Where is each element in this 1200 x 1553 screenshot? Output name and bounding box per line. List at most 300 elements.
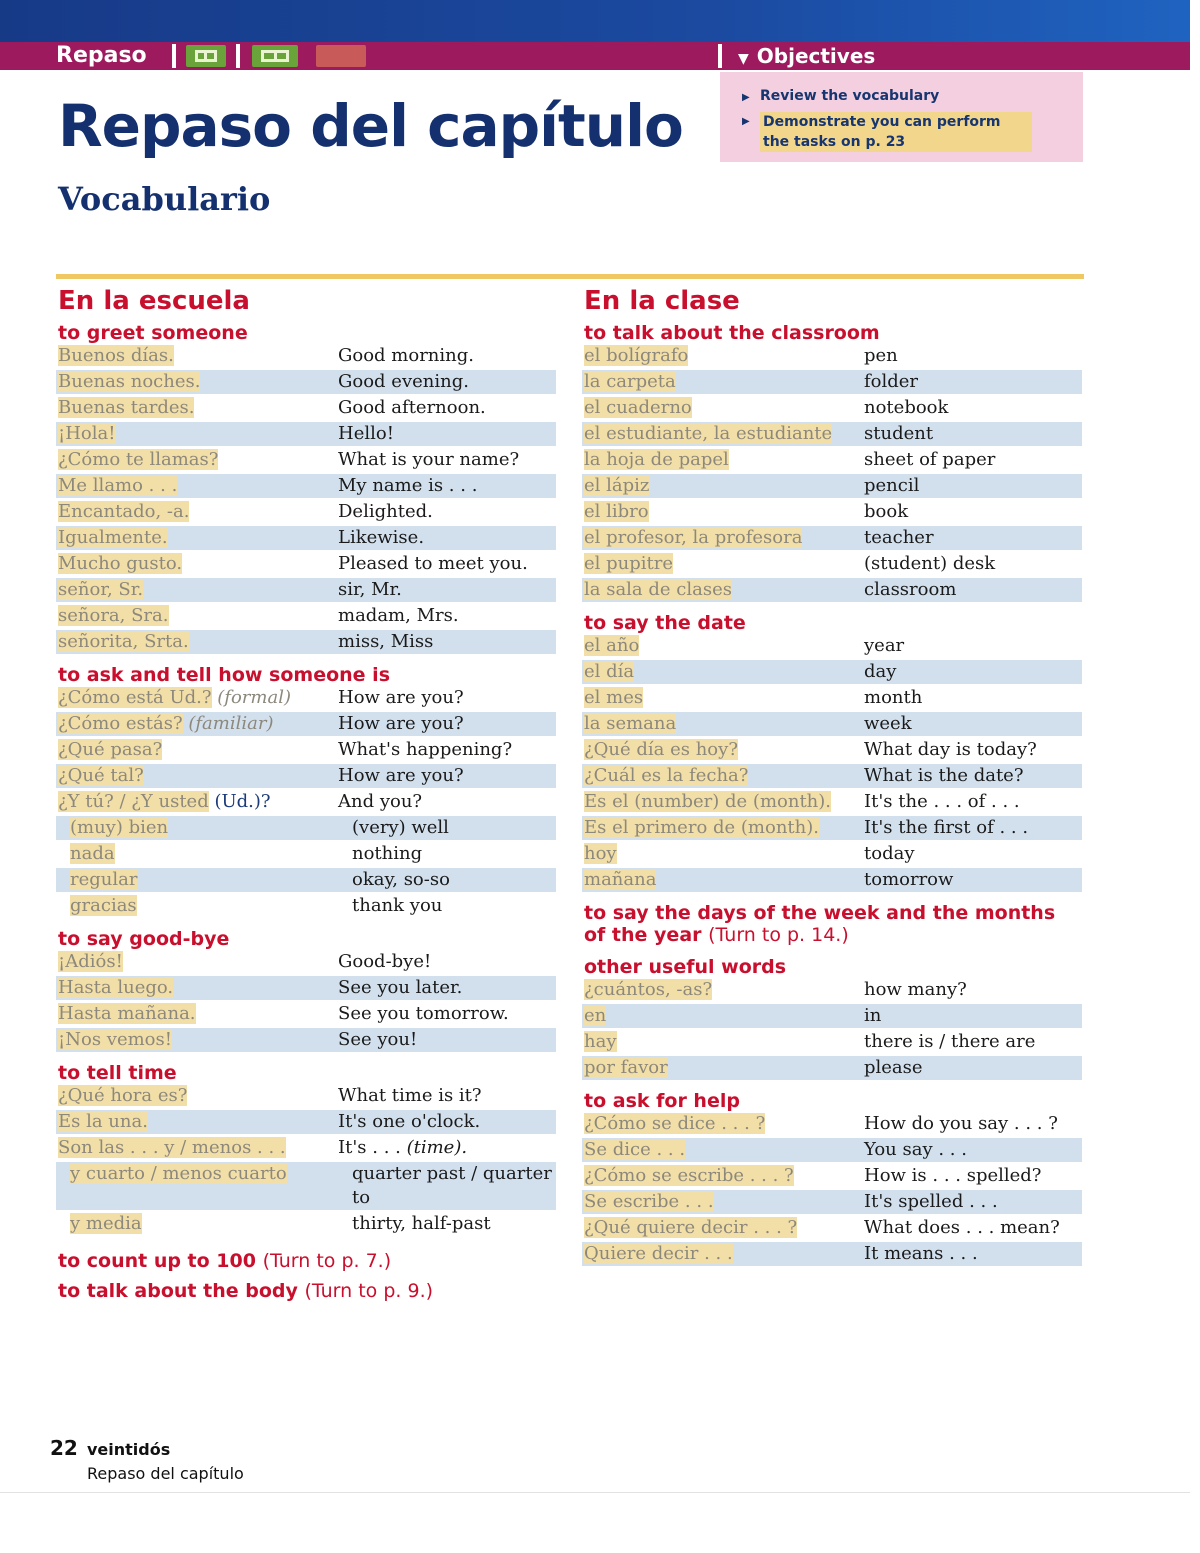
spanish-term [582, 526, 864, 550]
spanish-term [582, 842, 864, 866]
spanish-term [56, 950, 338, 974]
spanish-term [56, 370, 338, 394]
english-translation [864, 1112, 1082, 1136]
spanish-term [56, 630, 338, 654]
spanish-term [582, 474, 864, 498]
section-ref: (Turn to p. 7.) [262, 1250, 392, 1272]
english-text: month [864, 687, 923, 708]
english-text: What time is it? [338, 1085, 482, 1106]
vocab-row [56, 448, 556, 472]
english-text: student [864, 423, 934, 444]
spanish-term [56, 1110, 338, 1134]
english-translation [338, 764, 556, 788]
section-title: other useful words [584, 956, 787, 978]
spanish-term [56, 344, 338, 368]
english-text: nothing [352, 843, 423, 864]
english-text: See you! [338, 1029, 418, 1050]
english-translation [864, 422, 1082, 446]
vocab-row [582, 712, 1082, 736]
section-heading [58, 928, 556, 950]
english-translation [864, 1164, 1082, 1188]
vocab-row [582, 1056, 1082, 1080]
vocab-row [582, 474, 1082, 498]
vocab-row [582, 1030, 1082, 1054]
spanish-term [56, 578, 338, 602]
spanish-term [582, 978, 864, 1002]
spanish-text: señora, Sra. [58, 605, 169, 626]
spanish-term [56, 500, 338, 524]
section-ref: (Turn to p. 9.) [304, 1280, 434, 1302]
spanish-text: Me llamo . . . [58, 475, 178, 496]
nav-bar [0, 42, 1190, 70]
english-text: See you tomorrow. [338, 1003, 509, 1024]
spanish-term [56, 526, 338, 550]
english-translation [864, 1056, 1082, 1080]
vocab-row [582, 660, 1082, 684]
english-text: What day is today? [864, 739, 1037, 760]
spanish-term [56, 738, 338, 762]
spanish-text: ¿Y tú? / ¿Y usted [58, 791, 209, 812]
vocab-row [582, 868, 1082, 892]
vocab-row [56, 578, 556, 602]
english-text: And you? [338, 791, 423, 812]
spanish-text: Igualmente. [58, 527, 168, 548]
english-translation [338, 790, 556, 814]
spanish-term [56, 816, 338, 840]
english-text: Delighted. [338, 501, 433, 522]
vocab-row [582, 1216, 1082, 1240]
spanish-text: nada [70, 843, 115, 864]
english-translation [864, 738, 1082, 762]
section-heading [58, 1280, 556, 1302]
english-translation [338, 396, 556, 420]
spanish-text: Encantado, -a. [58, 501, 190, 522]
english-translation [338, 712, 556, 736]
spanish-text: el cuaderno [584, 397, 692, 418]
vocab-row [56, 712, 556, 736]
spanish-text: Buenos días. [58, 345, 174, 366]
english-translation [338, 578, 556, 602]
section-title: to say the days of the week and the months of the year [584, 902, 1056, 946]
section-heading [58, 1062, 556, 1084]
english-translation [864, 686, 1082, 710]
spanish-text: ¿Cómo se escribe . . . ? [584, 1165, 794, 1186]
vocab-row [582, 1242, 1082, 1266]
english-translation [338, 1002, 556, 1026]
vocab-row [582, 370, 1082, 394]
english-text: teacher [864, 527, 934, 548]
spanish-text: el profesor, la profesora [584, 527, 803, 548]
vocab-row [56, 868, 556, 892]
english-translation [864, 790, 1082, 814]
english-translation [338, 604, 556, 628]
english-translation [864, 500, 1082, 524]
vocab-row [56, 604, 556, 628]
english-text: notebook [864, 397, 949, 418]
vocab-row [56, 1110, 556, 1134]
english-text: It's . . . [338, 1137, 401, 1158]
spanish-term [56, 894, 338, 918]
spanish-text: el libro [584, 501, 649, 522]
english-translation [338, 894, 556, 918]
english-text: week [864, 713, 912, 734]
english-text: okay, so-so [352, 869, 450, 890]
spanish-term [56, 712, 338, 736]
vocab-row [56, 1136, 556, 1160]
objective-text: Review the vocabulary [760, 88, 940, 104]
spanish-term [582, 868, 864, 892]
english-translation [338, 950, 556, 974]
english-text: What's happening? [338, 739, 513, 760]
objective-item [742, 86, 1072, 108]
film-icon [194, 48, 218, 64]
page-number-word: veintidós [87, 1440, 171, 1459]
spanish-term [582, 1004, 864, 1028]
spanish-text: ¿Qué quiere decir . . . ? [584, 1217, 798, 1238]
spanish-text: Buenas tardes. [58, 397, 195, 418]
right-column [582, 284, 1082, 1268]
arrow-right-icon: ▶ [742, 116, 750, 127]
top-banner [0, 0, 1190, 42]
spanish-term [56, 552, 338, 576]
vocab-row [582, 816, 1082, 840]
vocab-row [56, 526, 556, 550]
english-translation [338, 1084, 556, 1108]
page-number: 22 [50, 1436, 78, 1460]
spanish-term [56, 1162, 338, 1186]
footer-line [0, 1492, 1190, 1493]
english-text: book [864, 501, 909, 522]
english-translation [864, 1030, 1082, 1054]
spanish-text: ¿Qué día es hoy? [584, 739, 738, 760]
english-text: madam, Mrs. [338, 605, 459, 626]
section-heading [584, 902, 1082, 946]
english-text: there is / there are [864, 1031, 1036, 1052]
column-heading: En la escuela [58, 286, 250, 316]
english-text: pencil [864, 475, 920, 496]
spanish-text: Es el primero de (month). [584, 817, 819, 838]
english-text: Good-bye! [338, 951, 432, 972]
spanish-text: ¿Qué hora es? [58, 1085, 188, 1106]
vocab-row [56, 738, 556, 762]
english-translation [338, 474, 556, 498]
english-translation [864, 1216, 1082, 1240]
spanish-text: gracias [70, 895, 137, 916]
spanish-text: la sala de clases [584, 579, 732, 600]
spanish-text: señorita, Srta. [58, 631, 189, 652]
english-text: You say . . . [864, 1139, 967, 1160]
spanish-text: (muy) bien [70, 817, 169, 838]
spanish-term [582, 552, 864, 576]
spanish-term [56, 422, 338, 446]
english-translation [338, 738, 556, 762]
english-translation [338, 976, 556, 1000]
section-heading [58, 1250, 556, 1272]
page-title: Repaso del capítulo [58, 92, 683, 160]
nav-chip-red[interactable] [316, 45, 366, 67]
english-translation [864, 868, 1082, 892]
vocab-row [56, 790, 556, 814]
vocab-row [56, 816, 556, 840]
vocab-row [56, 552, 556, 576]
english-text: How are you? [338, 713, 464, 734]
spanish-term [582, 660, 864, 684]
english-translation [864, 712, 1082, 736]
vocab-row [56, 842, 556, 866]
vocab-row [56, 976, 556, 1000]
spanish-text: el bolígrafo [584, 345, 689, 366]
nav-chip-green-2[interactable] [252, 45, 298, 67]
spanish-text: y cuarto / menos cuarto [70, 1163, 287, 1184]
spanish-term [582, 1242, 864, 1266]
vocab-row [56, 370, 556, 394]
vocab-row [56, 950, 556, 974]
english-text: Good afternoon. [338, 397, 486, 418]
spanish-text: hay [584, 1031, 617, 1052]
spanish-term [582, 1190, 864, 1214]
english-text: please [864, 1057, 923, 1078]
vocab-row [56, 1002, 556, 1026]
spanish-text: ¿Cómo te llamas? [58, 449, 219, 470]
objectives-label: Objectives [756, 44, 876, 68]
english-text: today [864, 843, 915, 864]
english-translation [864, 660, 1082, 684]
spanish-term [582, 790, 864, 814]
spanish-text: ¡Nos vemos! [58, 1029, 172, 1050]
english-text: Likewise. [338, 527, 425, 548]
spanish-term [582, 370, 864, 394]
spanish-text: la semana [584, 713, 677, 734]
nav-divider [236, 44, 240, 68]
english-translation [864, 842, 1082, 866]
spanish-text: ¿Qué tal? [58, 765, 144, 786]
section-heading [58, 322, 556, 344]
spanish-term [56, 842, 338, 866]
english-translation [864, 526, 1082, 550]
english-translation [864, 816, 1082, 840]
english-translation [338, 868, 556, 892]
english-text: What is the date? [864, 765, 1024, 786]
spanish-term [56, 976, 338, 1000]
vocab-row [56, 764, 556, 788]
spanish-term [582, 634, 864, 658]
english-text: folder [864, 371, 919, 392]
vocab-row [582, 1190, 1082, 1214]
vocab-row [56, 894, 556, 918]
english-text: thirty, half-past [352, 1213, 491, 1234]
spanish-text: el mes [584, 687, 644, 708]
english-text: My name is . . . [338, 475, 478, 496]
spanish-text: Hasta luego. [58, 977, 174, 998]
english-text: It's the first of . . . [864, 817, 1029, 838]
spanish-text: ¡Hola! [58, 423, 116, 444]
section-heading [584, 612, 1082, 634]
vocab-row [582, 526, 1082, 550]
nav-chip-green[interactable] [186, 45, 226, 67]
vocab-row [56, 396, 556, 420]
spanish-text: Son las . . . y / menos . . . [58, 1137, 286, 1158]
spanish-text: ¿cuántos, -as? [584, 979, 713, 1000]
english-translation [864, 764, 1082, 788]
vocab-row [582, 344, 1082, 368]
vocab-row [56, 630, 556, 654]
english-translation [338, 630, 556, 654]
spanish-term [56, 474, 338, 498]
vocab-row [56, 1162, 556, 1210]
nav-divider [718, 44, 722, 68]
section-heading [584, 322, 1082, 344]
spanish-text: Mucho gusto. [58, 553, 183, 574]
spanish-term [582, 816, 864, 840]
section-title: to tell time [58, 1062, 177, 1084]
nav-section-label: Repaso [56, 43, 147, 68]
usage-note: (familiar) [188, 713, 274, 734]
arrow-right-icon: ▶ [742, 92, 750, 103]
english-text: It's the . . . of . . . [864, 791, 1020, 812]
section-title: to talk about the classroom [584, 322, 880, 344]
spanish-term [582, 396, 864, 420]
spanish-text: ¿Cómo está Ud.? [58, 687, 212, 708]
nav-divider [172, 44, 176, 68]
spanish-text: regular [70, 869, 138, 890]
section-heading [584, 956, 1082, 978]
spanish-text: el estudiante, la estudiante [584, 423, 833, 444]
spanish-term [582, 764, 864, 788]
spanish-text: el día [584, 661, 635, 682]
section-title: to count up to 100 [58, 1250, 256, 1272]
english-text: What is your name? [338, 449, 520, 470]
english-text: It's one o'clock. [338, 1111, 481, 1132]
spanish-text: el pupitre [584, 553, 674, 574]
spanish-term [582, 738, 864, 762]
vocab-row [582, 978, 1082, 1002]
spanish-term [582, 686, 864, 710]
english-translation [338, 344, 556, 368]
vocab-row [56, 1028, 556, 1052]
objective-text: Demonstrate you can perform the tasks on p. 23 [760, 112, 1032, 152]
spanish-text: ¿Cómo estás? [58, 713, 183, 734]
spanish-text: ¿Cuál es la fecha? [584, 765, 749, 786]
spanish-text: ¿Cómo se dice . . . ? [584, 1113, 766, 1134]
spanish-text: Hasta mañana. [58, 1003, 196, 1024]
spanish-text: ¿Qué pasa? [58, 739, 163, 760]
english-text: thank you [352, 895, 443, 916]
english-text: What does . . . mean? [864, 1217, 1060, 1238]
english-translation [338, 1028, 556, 1052]
vocab-row [582, 790, 1082, 814]
english-text: classroom [864, 579, 957, 600]
spanish-text: la carpeta [584, 371, 676, 392]
english-text: sir, Mr. [338, 579, 402, 600]
section-heading [58, 664, 556, 686]
vocab-row [56, 474, 556, 498]
left-column [56, 284, 556, 1302]
english-text: How is . . . spelled? [864, 1165, 1042, 1186]
english-translation [864, 474, 1082, 498]
spanish-text: en [584, 1005, 607, 1026]
english-translation [338, 1136, 556, 1160]
spanish-term [56, 1212, 338, 1236]
spanish-term [582, 1216, 864, 1240]
spanish-term [582, 422, 864, 446]
english-translation [338, 1110, 556, 1134]
spanish-term [582, 344, 864, 368]
english-translation [864, 396, 1082, 420]
spanish-term [56, 790, 338, 814]
section-title: to talk about the body [58, 1280, 298, 1302]
english-translation [864, 1138, 1082, 1162]
spanish-text: Es el (number) de (month). [584, 791, 832, 812]
vocab-row [582, 1164, 1082, 1188]
section-title: to greet someone [58, 322, 248, 344]
objectives-toggle[interactable] [738, 42, 875, 70]
spanish-term [56, 1084, 338, 1108]
english-text: (student) desk [864, 553, 996, 574]
vocab-row [582, 686, 1082, 710]
english-text: tomorrow [864, 869, 954, 890]
spanish-text: mañana [584, 869, 657, 890]
english-text: How do you say . . . ? [864, 1113, 1058, 1134]
english-text: How are you? [338, 687, 464, 708]
english-translation [864, 578, 1082, 602]
spanish-term [582, 1164, 864, 1188]
spanish-term [56, 448, 338, 472]
vocab-row [582, 1004, 1082, 1028]
triangle-down-icon: ▼ [738, 51, 749, 67]
english-translation [864, 552, 1082, 576]
spanish-text: Se escribe . . . [584, 1191, 714, 1212]
english-text: Hello! [338, 423, 394, 444]
section-title: to ask for help [584, 1090, 740, 1112]
usage-note: (time). [406, 1137, 468, 1158]
spanish-term [582, 1056, 864, 1080]
section-ref: (Turn to p. 14.) [708, 924, 849, 946]
english-translation [864, 370, 1082, 394]
spanish-text: la hoja de papel [584, 449, 729, 470]
spanish-term [582, 500, 864, 524]
english-translation [864, 1242, 1082, 1266]
spanish-term [582, 448, 864, 472]
english-text: miss, Miss [338, 631, 434, 652]
english-translation [864, 634, 1082, 658]
spanish-term [582, 1030, 864, 1054]
vocab-row [56, 686, 556, 710]
section-heading [584, 1090, 1082, 1112]
section-title: to say good-bye [58, 928, 230, 950]
english-translation [864, 978, 1082, 1002]
vocab-row [582, 738, 1082, 762]
spanish-term [56, 1136, 338, 1160]
english-text: pen [864, 345, 898, 366]
english-translation [338, 552, 556, 576]
english-text: (very) well [352, 817, 449, 838]
divider-rule [56, 274, 1084, 279]
vocab-row [582, 842, 1082, 866]
spanish-term [582, 712, 864, 736]
spanish-term [56, 764, 338, 788]
english-translation [338, 686, 556, 710]
page-subtitle: Vocabulario [58, 180, 271, 218]
vocab-row [56, 344, 556, 368]
english-translation [338, 526, 556, 550]
english-translation [338, 1212, 556, 1236]
footer-section: Repaso del capítulo [87, 1464, 244, 1483]
spanish-text: el lápiz [584, 475, 650, 496]
spanish-term [56, 1028, 338, 1052]
vocab-row [582, 634, 1082, 658]
spanish-text: y media [70, 1213, 142, 1234]
usage-note: (Ud.)? [214, 791, 271, 812]
